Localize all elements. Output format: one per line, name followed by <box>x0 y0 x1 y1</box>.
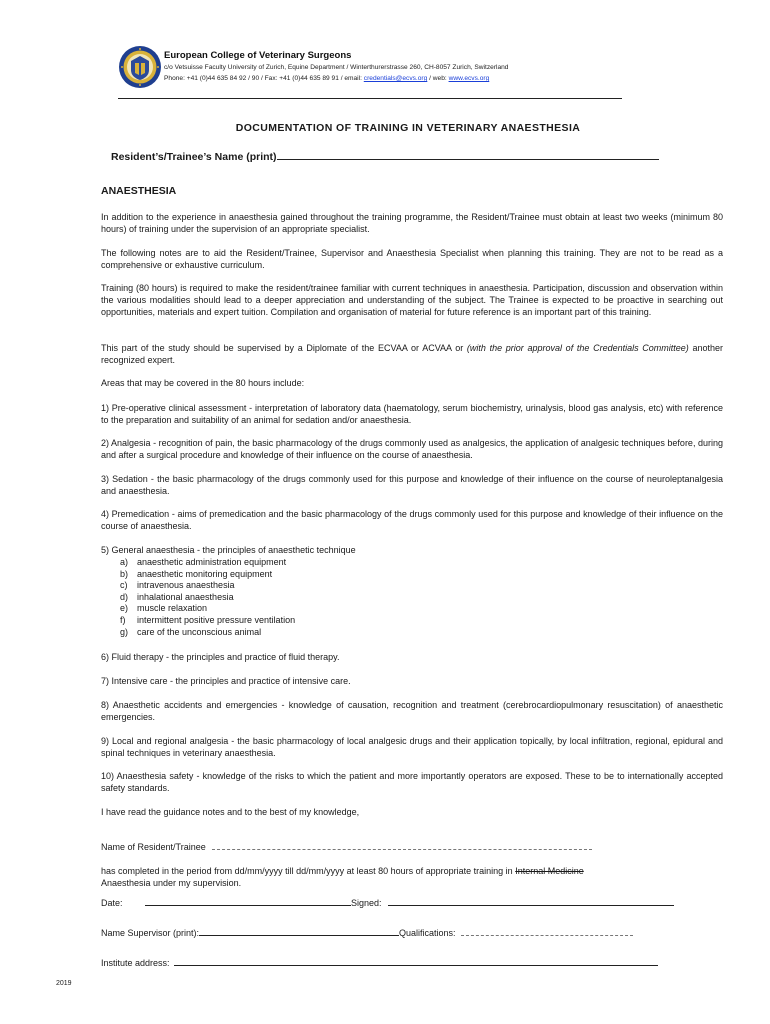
trainee-name-field[interactable] <box>277 149 659 160</box>
institute-row <box>101 956 658 968</box>
paragraph-supervision: This part of the study should be supervised by a Diplomate of the ECVAA or ACVAA or (with the prior approval of the Credentials Committee) another recognized expert. <box>101 343 723 365</box>
supervisor-label: Name Supervisor (print): <box>101 928 200 938</box>
section-heading: ANAESTHESIA <box>101 185 177 197</box>
header-divider <box>118 98 622 99</box>
resident-name-label: Name of Resident/Trainee <box>101 842 206 852</box>
letterhead <box>164 50 508 84</box>
item-6: 6) Fluid therapy - the principles and practice of fluid therapy. <box>101 652 340 662</box>
list-item: e) muscle relaxation <box>120 603 208 614</box>
resident-name-row <box>101 840 592 852</box>
footer-year: 2019 <box>56 980 72 987</box>
declaration: I have read the guidance notes and to the best of my knowledge, <box>101 807 360 817</box>
qualifications-field[interactable] <box>461 926 633 936</box>
institute-label: Institute address: <box>101 958 170 968</box>
ecvs-logo-icon <box>118 45 162 89</box>
list-item: c) intravenous anaesthesia <box>120 580 235 591</box>
resident-name-field[interactable] <box>212 840 592 850</box>
item-2: 2) Analgesia - recognition of pain, the basic pharmacology of the drugs commonly used as analgesics, the application of analgesic techniques before, during and after a surgical procedure and knowledge of their influence on the course of anaesthesia. <box>101 438 723 460</box>
document-title: DOCUMENTATION OF TRAINING IN VETERINARY ANAESTHESIA <box>235 122 581 134</box>
item-1: 1) Pre-operative clinical assessment - interpretation of laboratory data (haematology, serum biochemistry, urinalysis, blood gas analysis, etc) with reference to the preparation and suitability of an animal for sedation and/or anaesthesia. <box>101 403 723 425</box>
signed-label: Signed: <box>351 898 382 908</box>
paragraph-1: In addition to the experience in anaesthesia gained throughout the training programme, the Resident/Trainee must obtain at least two weeks (minimum 80 hours) of training under the supervision of an appropriate specialist. <box>101 212 723 234</box>
signature-field[interactable] <box>388 896 674 906</box>
paragraph-2: The following notes are to aid the Resident/Trainee, Supervisor and Anaesthesia Specialist when planning this training. They are not to be read as a comprehensive or exhaustive curriculum. <box>101 248 723 270</box>
date-field[interactable] <box>145 896 351 906</box>
trainee-name-row <box>111 149 659 163</box>
web-link[interactable]: www.ecvs.org <box>448 75 490 82</box>
item-10: 10) Anaesthesia safety - knowledge of the risks to which the patient and more importantly operators are exposed. These to be to internationally accepted safety standards. <box>101 771 723 793</box>
item-3: 3) Sedation - the basic pharmacology of the drugs commonly used for this purpose and knowledge of their influence on the course of neuroleptanalgesia and anaesthesia. <box>101 474 723 496</box>
item-5-sublist <box>120 557 520 638</box>
org-contact: Phone: +41 (0)44 635 84 92 / 90 / Fax: +41 (0)44 635 89 91 / email: credentials@ecvs.org / web: www.ecvs.org <box>164 75 490 82</box>
item-9: 9) Local and regional analgesia - the basic pharmacology of local analgesic drugs and their application topically, by local infiltration, regional, epidural and spinal techniques in veterinary anaesthesia. <box>101 736 723 758</box>
list-item: b) anaesthetic monitoring equipment <box>120 568 273 579</box>
list-item: d) inhalational anaesthesia <box>120 591 234 602</box>
date-label: Date: <box>101 898 123 908</box>
org-name: European College of Veterinary Surgeons <box>164 50 352 61</box>
list-item: g) care of the unconscious animal <box>120 626 262 637</box>
qualifications-label: Qualifications: <box>399 928 456 938</box>
trainee-name-label: Resident’s/Trainee’s Name (print) <box>111 151 277 163</box>
supervisor-name-field[interactable] <box>199 926 399 936</box>
list-item: a) anaesthetic administration equipment <box>120 557 287 567</box>
item-7: 7) Intensive care - the principles and practice of intensive care. <box>101 676 351 686</box>
item-8: 8) Anaesthetic accidents and emergencies - knowledge of causation, recognition and treatment (cerebrocardiopulmonary resuscitation) of anaesthetic emergencies. <box>101 700 723 722</box>
org-address: c/o Vetsuisse Faculty University of Zurich, Equine Department / Winterthurerstrasse 260, CH-8057 Zurich, Switzerland <box>164 64 509 71</box>
institute-address-field[interactable] <box>174 956 658 966</box>
item-4: 4) Premedication - aims of premedication and the basic pharmacology of the drugs commonly used for this purpose and knowledge of their influence on the course of anaesthesia. <box>101 509 723 531</box>
paragraph-3: Training (80 hours) is required to make the resident/trainee familiar with current techniques in anaesthesia. Participation, discussion and observation within the various modalities should lead to a deeper appreciation and understanding of the subject. The Trainee is expected to be proactive in searching out opportunities, materials and expert tuition. Compilation and organisation of material for future reference is an important part of this training. <box>101 283 723 317</box>
item-5: 5) General anaesthesia - the principles of anaesthetic technique <box>101 545 356 555</box>
list-item: f) intermittent positive pressure ventilation <box>120 614 296 625</box>
areas-intro: Areas that may be covered in the 80 hours include: <box>101 378 305 388</box>
struck-text: Internal Medicine <box>515 866 584 876</box>
supervisor-row <box>101 926 633 938</box>
completion-statement: has completed in the period from dd/mm/yyyy till dd/mm/yyyy at least 80 hours of appropriate training in Internal Medicine Anaesthesia under my supervision. <box>101 866 584 888</box>
date-signed-row <box>101 896 674 908</box>
email-link[interactable]: credentials@ecvs.org <box>363 75 428 82</box>
